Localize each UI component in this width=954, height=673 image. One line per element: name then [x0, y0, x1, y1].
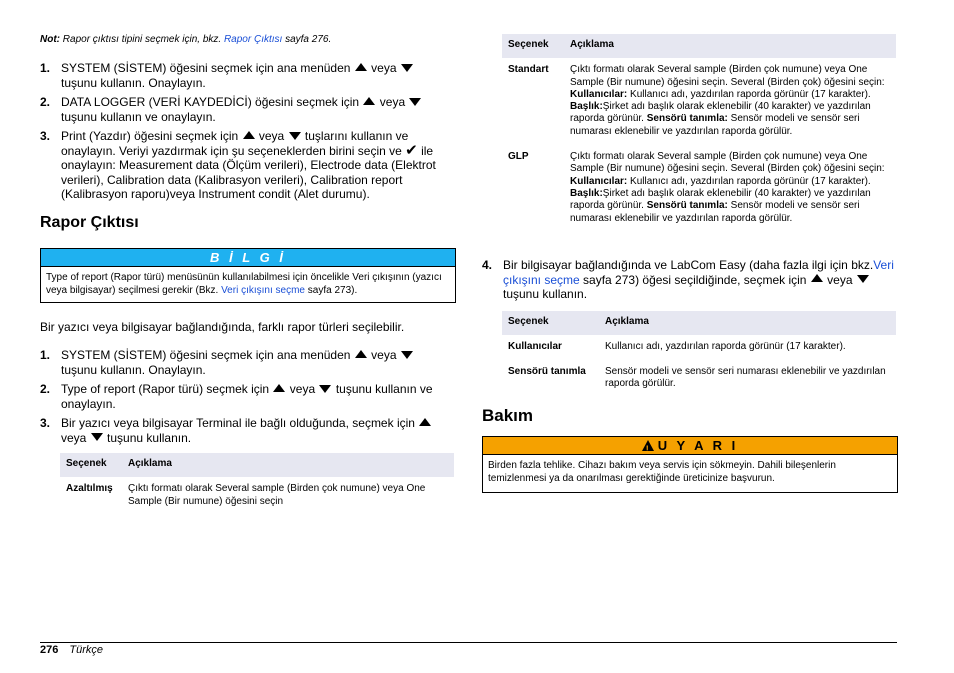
steps-list-c	[482, 258, 896, 307]
report-paragraph: Bir yazıcı veya bilgisayar bağlandığında, farklı rapor türleri seçilebilir.	[40, 320, 405, 334]
warning-box-title: !U Y A R I	[483, 437, 897, 454]
info-box-body: Type of report (Rapor türü) menüsünün kullanılabilmesi için öncelikle Veri çıkışının (yazıcı veya bilgisayar) seçilmesi gerekir (Bkz. Veri çıkışını seçme sayfa 273).	[41, 266, 455, 302]
section-heading-report: Rapor Çıktısı	[40, 214, 139, 231]
table-header-row: Seçenek Açıklama	[502, 311, 896, 335]
info-link[interactable]: Veri çıkışını seçme	[221, 284, 305, 296]
options-table-right-bottom	[502, 311, 896, 394]
section-heading-maintenance: Bakım	[482, 406, 534, 425]
up-arrow-icon	[243, 131, 255, 139]
footer-divider	[40, 642, 897, 643]
step4-link[interactable]: Veri çıkışını seçme	[503, 258, 894, 287]
step-item: 3. Print (Yazdır) öğesini seçmek için veya tuşlarını kullanın ve onaylayın. Veriyi yazdırmak için şu seçeneklerden birini seçin ve ✔ ile onaylayın: Measurement data (Ölçüm verileri), Electrode data (Elektrot verileri), Calibration data (Kalibrasyon verileri), Calibration report (Kalibrasyon raporu)veya Instrument condit (Alet durumu).	[40, 129, 436, 201]
note-line	[40, 34, 331, 45]
step-item: 3. Bir yazıcı veya bilgisayar Terminal ile bağlı olduğunda, seçmek için veya tuşunu kullanın.	[40, 416, 453, 445]
note-after: sayfa 276.	[285, 34, 332, 45]
table-header-row: Seçenek Açıklama	[502, 34, 896, 58]
table-row: GLP Çıktı formatı olarak Several sample (Birden çok numune) veya One Sample (Bir numune) öğesini seçin. Several (Birden çok) öğesini seçin: Kullanıcılar: Kullanıcı adı, yazdırılan raporda görünür (17 karakter). Başlık:Şirket adı başlık olarak eklenebilir (40 karakter) ve yazdırılan raporda görünür. Sensörü tanımla: Sensör modeli ve sensör seri numarası eklenebilir ve yazdırılan raporda görülür.	[508, 151, 885, 224]
step-item: 2. Type of report (Rapor türü) seçmek için veya tuşunu kullanın ve onaylayın.	[40, 382, 433, 411]
options-table-left	[60, 453, 454, 512]
down-arrow-icon	[409, 98, 421, 106]
step-item: 4. Bir bilgisayar bağlandığında ve LabCom Easy (daha fazla ilgi için bkz.Veri çıkışını seçme sayfa 273) öğesi seçildiğinde, seçmek için veya tuşunu kullanın.	[482, 258, 894, 301]
table-row: Azaltılmış Çıktı formatı olarak Several sample (Birden çok numune) veya One Sample (Bir numune) öğesini seçin	[66, 483, 426, 507]
up-arrow-icon	[811, 274, 823, 282]
up-arrow-icon	[273, 384, 285, 392]
table-row: Kullanıcılar Kullanıcı adı, yazdırılan raporda görünür (17 karakter).	[508, 341, 846, 353]
steps-list-b	[40, 348, 453, 450]
down-arrow-icon	[91, 433, 103, 441]
options-table-right-top	[502, 34, 896, 229]
down-arrow-icon	[319, 385, 331, 393]
table-row: Sensörü tanımla Sensör modeli ve sensör seri numarası eklenebilir ve yazdırılan raporda görülür.	[508, 365, 886, 389]
down-arrow-icon	[857, 275, 869, 283]
down-arrow-icon	[401, 64, 413, 72]
note-link[interactable]: Rapor Çıktısı	[223, 34, 283, 45]
up-arrow-icon	[419, 418, 431, 426]
down-arrow-icon	[401, 351, 413, 359]
page-number: 276	[40, 644, 59, 656]
up-arrow-icon	[355, 63, 367, 71]
note-label: Not:	[40, 34, 60, 45]
info-box-title: B İ L G İ	[41, 249, 455, 266]
warning-icon	[642, 440, 654, 451]
note-text: Rapor çıktısı tipini seçmek için, bkz.	[62, 34, 222, 45]
footer-language: Türkçe	[69, 644, 104, 656]
steps-list-a	[40, 61, 453, 207]
checkmark-icon: ✔	[405, 141, 418, 159]
info-box	[40, 248, 456, 303]
up-arrow-icon	[363, 97, 375, 105]
step-item: 1. SYSTEM (SİSTEM) öğesini seçmek için ana menüden veya tuşunu kullanın. Onaylayın.	[40, 348, 453, 377]
warning-box-body: Birden fazla tehlike. Cihazı bakım veya servis için sökmeyin. Dahili bileşenlerin temizlenmesi ya da onarılması gerektiğinde üreticinize başvurun.	[483, 454, 897, 492]
step-item: 1. SYSTEM (SİSTEM) öğesini seçmek için ana menüden veya tuşunu kullanın. Onaylayın.	[40, 61, 453, 90]
page-footer	[40, 644, 103, 656]
down-arrow-icon	[289, 132, 301, 140]
warning-box	[482, 436, 898, 493]
table-row: Standart Çıktı formatı olarak Several sample (Birden çok numune) veya One Sample (Bir numune) öğesini seçin. Several (Birden çok) öğesini seçin: Kullanıcılar: Kullanıcı adı, yazdırılan raporda görünür (17 karakter). Başlık:Şirket adı başlık olarak eklenebilir (40 karakter) ve yazdırılan raporda görünür. Sensörü tanımla: Sensör modeli ve sensör seri numarası eklenebilir ve yazdırılan raporda görülür.	[508, 64, 885, 137]
step-item: 2. DATA LOGGER (VERİ KAYDEDİCİ) öğesini seçmek için veya tuşunu kullanın ve onaylayın.	[40, 95, 453, 124]
up-arrow-icon	[355, 350, 367, 358]
table-header-row: Seçenek Açıklama	[60, 453, 454, 477]
